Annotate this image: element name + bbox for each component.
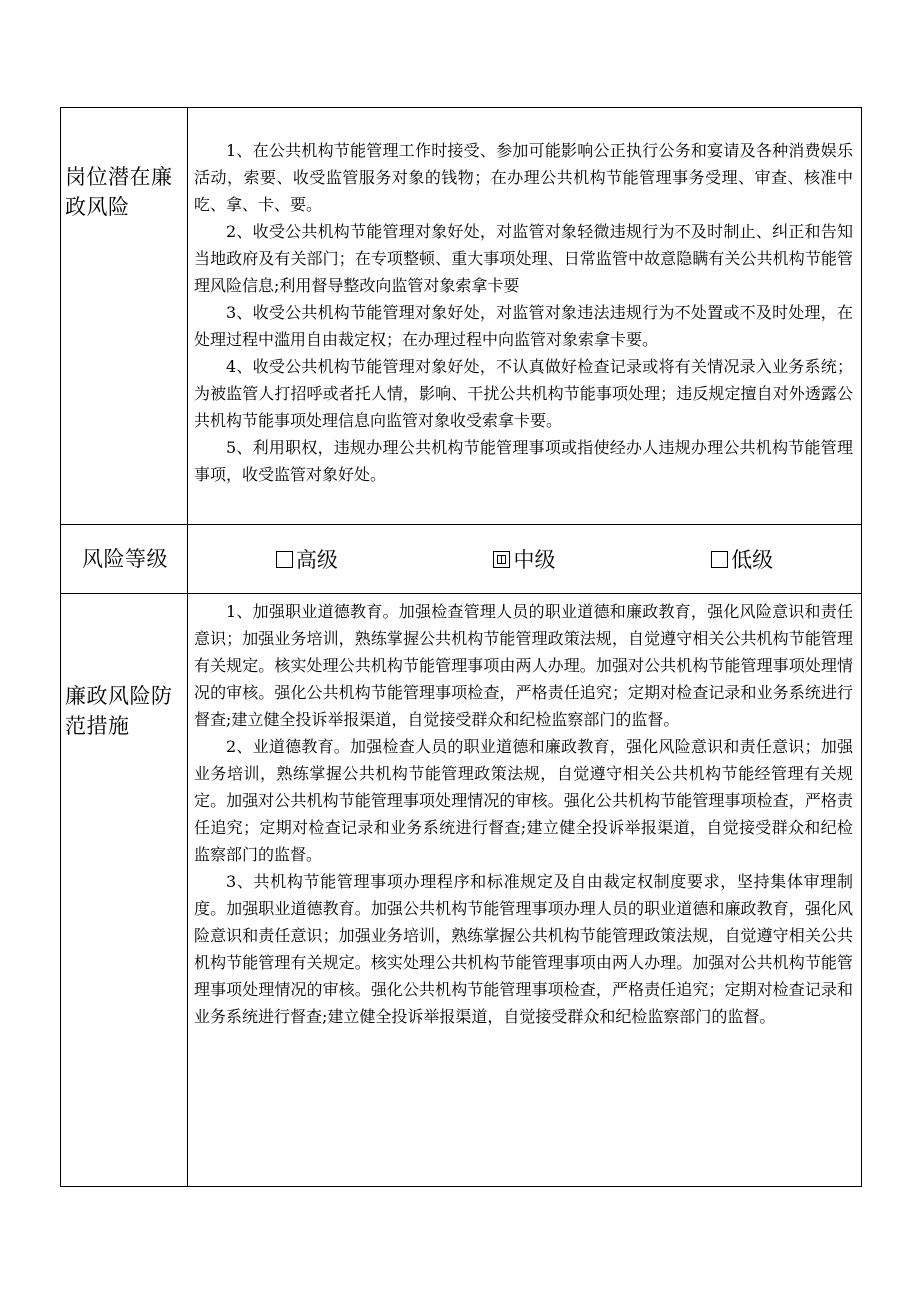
level-option-label: 中级 (513, 548, 556, 572)
level-option-label: 低级 (731, 548, 774, 572)
measure-item: 2、业道德教育。加强检查人员的职业道德和廉政教育，强化风险意识和责任意识；加强业务培训，熟练掌握公共机构节能管理政策法规，自觉遵守相关公共机构节能经管理有关规定。加强对公共机构节能管理事项处理情况的审核。强化公共机构节能管理事项检查，严格责任追究；定期对检查记录和业务系统进行督查;建立健全投诉举报渠道，自觉接受群众和纪检监察部门的监督。 (194, 737, 853, 864)
level-label-cell (61, 525, 188, 594)
risk-item: 5、利用职权，违规办理公共机构节能管理事项或指使经办人违规办理公共机构节能管理事项，收受监管对象好处。 (194, 438, 853, 484)
checkbox-icon[interactable] (276, 551, 293, 568)
measures-label: 廉政风险防范措施 (65, 684, 173, 738)
level-option-label: 高级 (295, 548, 338, 572)
risk-item: 3、收受公共机构节能管理对象好处，对监管对象违法违规行为不处置或不及时处理，在处理过程中滥用自由裁定权；在办理过程中向监管对象索拿卡要。 (194, 303, 853, 349)
measure-item: 3、共机构节能管理事项办理程序和标准规定及自由裁定权制度要求，坚持集体审理制度。加强职业道德教育。加强公共机构节能管理事项办理人员的职业道德和廉政教育，强化风险意识和责任意识；加强业务培训，熟练掌握公共机构节能管理政策法规，自觉遵守相关公共机构节能管理有关规定。核实处理公共机构节能管理事项由两人办理。加强对公共机构节能管理事项处理情况的审核。强化公共机构节能管理事项检查，严格责任追究；定期对检查记录和业务系统进行督查;建立健全投诉举报渠道，自觉接受群众和纪检监察部门的监督。 (194, 872, 853, 1026)
measures-label-cell (61, 594, 188, 1187)
checked-checkbox-icon[interactable] (493, 551, 510, 568)
risk-assessment-table (60, 107, 862, 1187)
level-row (61, 525, 862, 594)
level-option-high[interactable] (276, 544, 338, 574)
level-option-medium[interactable] (493, 544, 555, 574)
measures-row (61, 594, 862, 1187)
level-option-low[interactable] (711, 544, 773, 574)
risk-list (188, 108, 861, 524)
risk-item: 4、收受公共机构节能管理对象好处，不认真做好检查记录或将有关情况录入业务系统；为被监管人打招呼或者托人情，影响、干扰公共机构节能事项处理；违反规定擅自对外透露公共机构节能事项处理信息向监管对象收受索拿卡要。 (194, 357, 853, 430)
level-options-cell (188, 525, 862, 594)
measures-content-cell (188, 594, 862, 1187)
risk-item: 2、收受公共机构节能管理对象好处，对监管对象轻微违规行为不及时制止、纠正和告知当地政府及有关部门；在专项整顿、重大事项处理、日常监管中故意隐瞒有关公共机构节能管理风险信息;利用督导整改向监管对象索拿卡要 (194, 222, 853, 295)
level-options (188, 525, 861, 593)
risk-label-cell (61, 108, 188, 525)
level-label: 风险等级 (82, 547, 168, 571)
risk-item: 1、在公共机构节能管理工作时接受、参加可能影响公正执行公务和宴请及各种消费娱乐活动，索要、收受监管服务对象的钱物；在办理公共机构节能管理事务受理、审查、核准中吃、拿、卡、要。 (194, 141, 853, 214)
measure-item: 1、加强职业道德教育。加强检查管理人员的职业道德和廉政教育，强化风险意识和责任意识；加强业务培训，熟练掌握公共机构节能管理政策法规，自觉遵守相关公共机构节能管理有关规定。核实处理公共机构节能管理事项由两人办理。加强对公共机构节能管理事项处理情况的审核。强化公共机构节能管理事项检查，严格责任追究；定期对检查记录和业务系统进行督查;建立健全投诉举报渠道，自觉接受群众和纪检监察部门的监督。 (194, 602, 853, 729)
risk-label: 岗位潜在廉政风险 (65, 165, 173, 219)
risk-content-cell (188, 108, 862, 525)
measures-list (188, 594, 861, 1186)
checkbox-icon[interactable] (711, 551, 728, 568)
risk-row (61, 108, 862, 525)
